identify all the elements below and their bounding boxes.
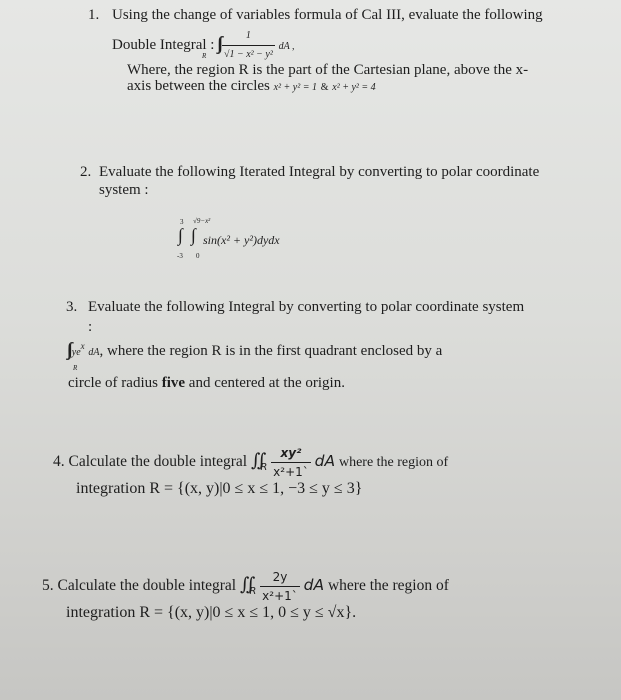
- question-text: Calculate the double integral: [68, 453, 248, 471]
- differential: dA: [314, 452, 336, 471]
- question-formula-line: [53, 444, 448, 481]
- question-text: Evaluate the following Integral by converting to polar coordinate system: [88, 299, 525, 315]
- integrand: ye: [71, 347, 81, 358]
- question-text: Calculate the double integral: [57, 577, 237, 595]
- question-number: 4.: [53, 453, 65, 471]
- differential: dA ,: [278, 40, 295, 52]
- double-integral-symbol: ∬: [240, 574, 250, 595]
- region-subscript: R: [202, 52, 207, 60]
- numerator: xy²: [280, 446, 302, 460]
- integrand: sin(x² + y²)dydx: [203, 233, 280, 247]
- differential: dA: [88, 347, 100, 358]
- question-number: 3.: [66, 299, 78, 315]
- question-formula-line: [42, 568, 449, 605]
- label-text: Double Integral :: [112, 36, 215, 53]
- question-text: Evaluate the following Iterated Integral by converting to polar coordinate: [99, 164, 540, 180]
- outer-upper-limit: 3: [180, 218, 184, 226]
- question-text: system :: [99, 182, 149, 198]
- exponent: x: [80, 341, 85, 351]
- question-number: 5.: [42, 577, 54, 595]
- region-definition: integration R = {(x, y)|0 ≤ x ≤ 1, −3 ≤ y ≤ 3}: [76, 480, 363, 497]
- denominator: x²+1`: [271, 462, 311, 481]
- inner-lower-limit: 0: [196, 252, 200, 260]
- region-subscript: R: [260, 462, 268, 474]
- fraction: [271, 444, 311, 481]
- outer-lower-limit: -3: [177, 252, 183, 260]
- bold-text: five: [161, 375, 186, 391]
- question-text: [127, 77, 376, 97]
- question-text: where the region of: [338, 455, 449, 471]
- region-subscript: R: [73, 364, 78, 372]
- region-subscript: R: [249, 586, 257, 598]
- question-text: Where, the region R is the part of the Cartesian plane, above the x-: [127, 62, 529, 78]
- fraction: [222, 27, 275, 64]
- question-text: Using the change of variables formula of Cal III, evaluate the following: [112, 7, 543, 23]
- question-formula-line: [68, 340, 442, 362]
- colon: :: [88, 319, 93, 335]
- integral-symbol: ∫: [178, 225, 183, 245]
- text: axis between the circles: [127, 78, 270, 94]
- text: and centered at the origin.: [185, 375, 345, 391]
- text: circle of radius: [68, 375, 162, 391]
- ampersand: &: [320, 82, 329, 93]
- question-text: [68, 374, 345, 392]
- question-number: 1.: [88, 7, 100, 23]
- numerator: 2y: [272, 570, 288, 584]
- double-integral-symbol: ∬: [251, 450, 261, 471]
- circle-equation: x² + y² = 4: [332, 82, 376, 93]
- fraction: [260, 568, 300, 605]
- circle-equation: x² + y² = 1: [273, 82, 317, 93]
- denominator: x²+1`: [260, 586, 300, 605]
- question-text: where the region of: [327, 577, 449, 595]
- question-number: 2.: [80, 164, 92, 180]
- region-definition: integration R = {(x, y)|0 ≤ x ≤ 1, 0 ≤ y ≤ √x}.: [66, 604, 357, 621]
- numerator: 1: [245, 30, 251, 41]
- question-text: , where the region R is in the first quadrant enclosed by a: [99, 343, 443, 359]
- differential: dA: [303, 576, 325, 595]
- integral-symbol: ∫: [191, 225, 196, 245]
- denominator: √1 − x² − y²: [222, 45, 275, 64]
- inner-upper-limit: √9−x²: [193, 217, 211, 225]
